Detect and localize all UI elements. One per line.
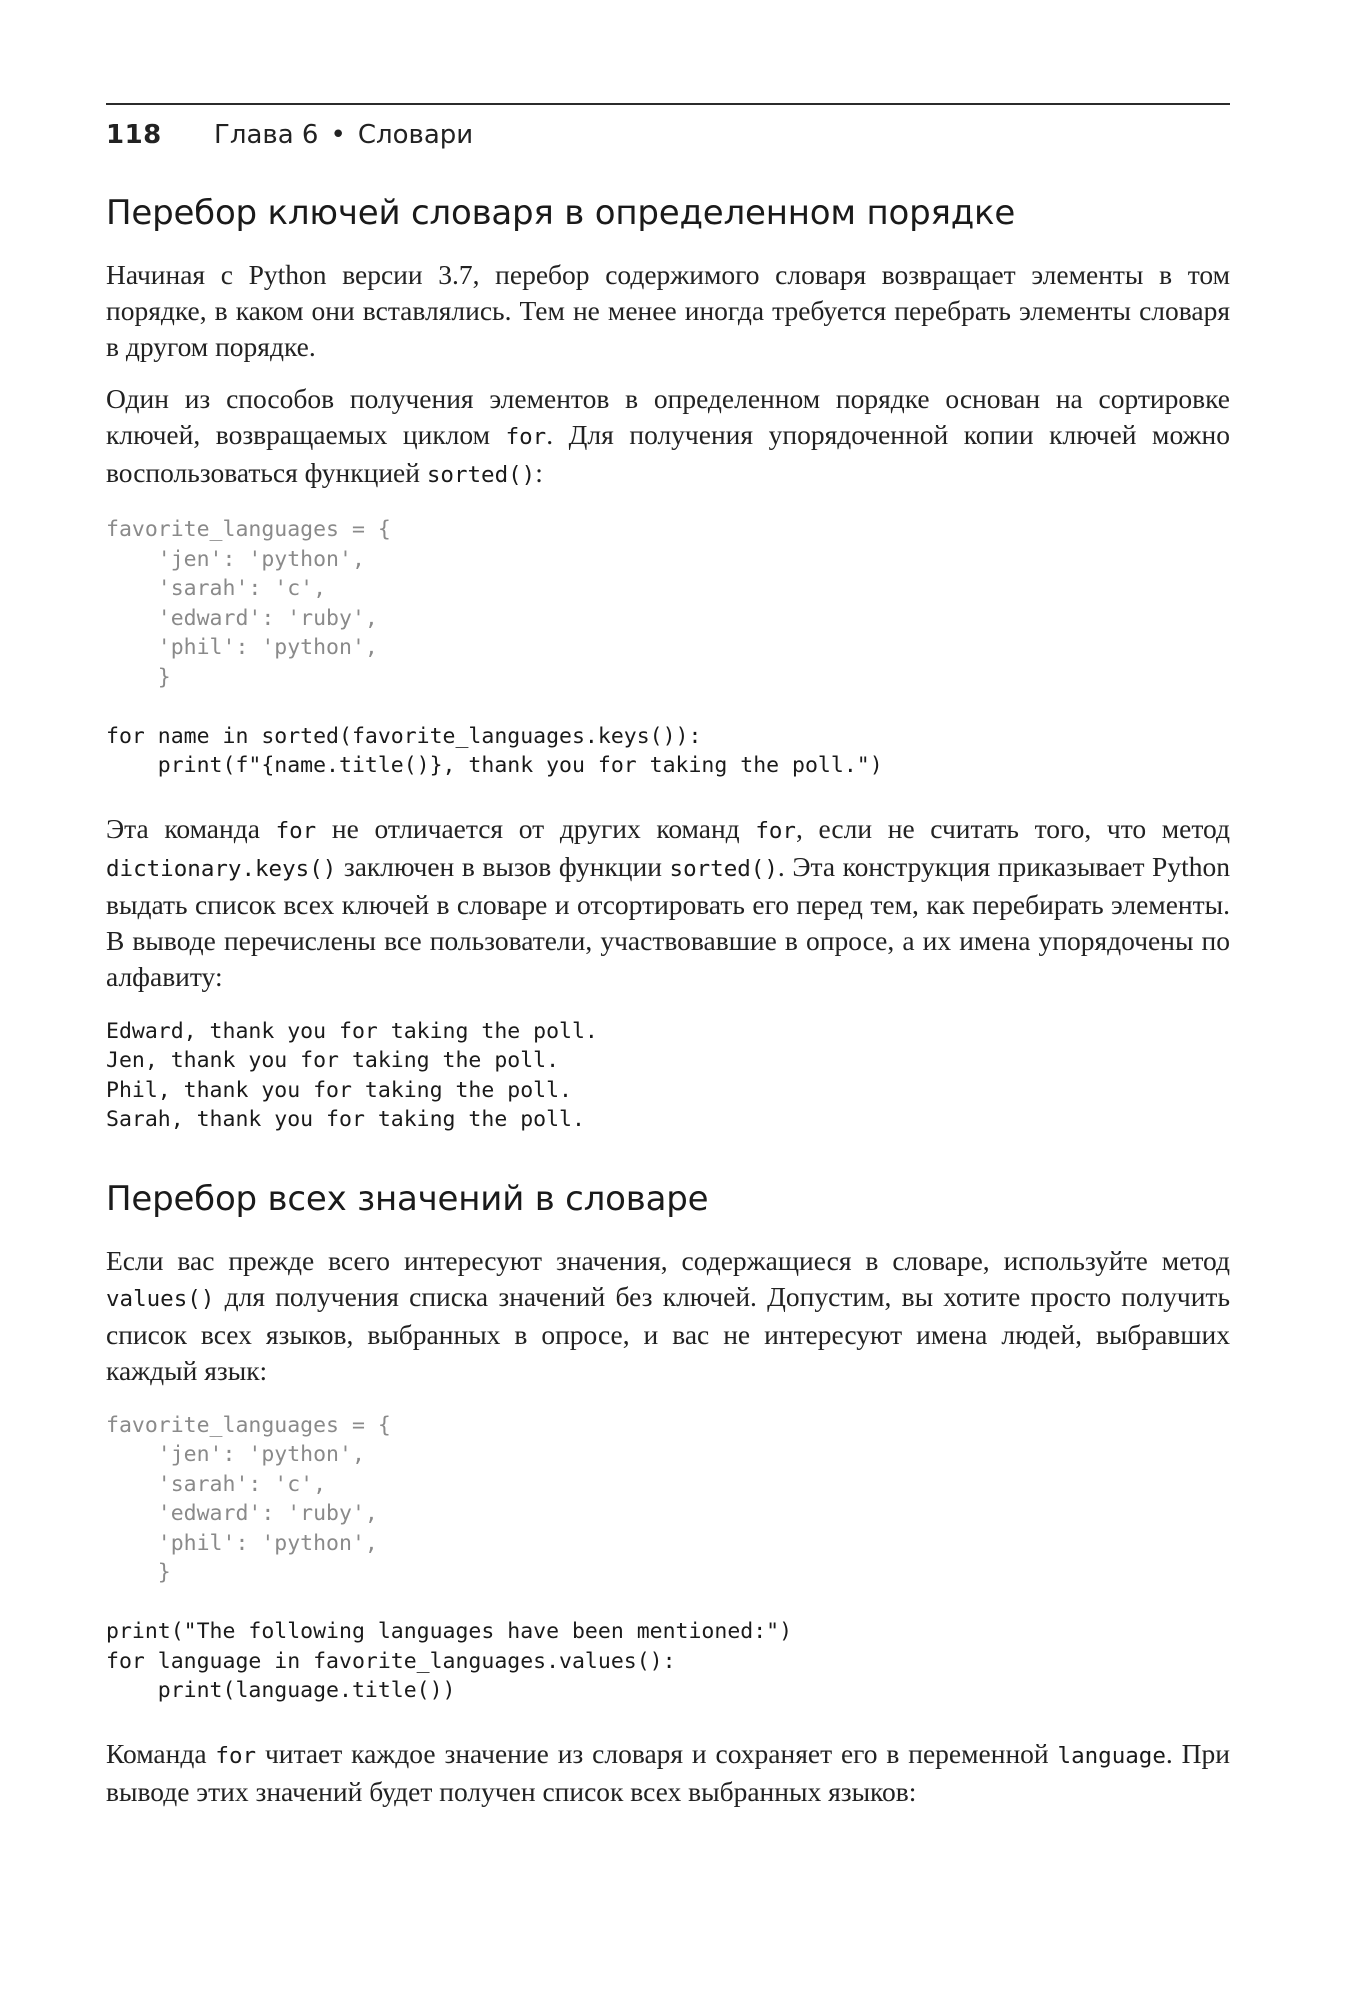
inline-code: sorted() xyxy=(669,855,778,882)
paragraph-values-explanation: Команда for читает каждое значение из словаря и сохраняет его в переменной language. При выводе этих значений будет получен список всех выбранных языков: xyxy=(106,1737,1230,1807)
code-line: } xyxy=(106,664,171,690)
section-label: Словари xyxy=(357,120,474,150)
inline-code: dictionary.keys() xyxy=(106,855,337,882)
code-line: 'edward': 'ruby', xyxy=(106,1501,378,1526)
inline-code: for xyxy=(275,817,317,844)
inline-code: for xyxy=(755,817,796,844)
paragraph-sorting: Один из способов получения элементов в определенном порядке основан на сортировке ключей, возвращаемых циклом for. Для получения упорядоченной копии ключей можно воспользоваться функцией sorted(): xyxy=(106,383,1230,488)
code-line: 'jen': 'python', xyxy=(106,1442,365,1467)
code-line: print(language.title()) xyxy=(106,1678,456,1703)
code-line: 'jen': 'python', xyxy=(106,546,365,572)
running-header xyxy=(106,103,1230,157)
section-heading-values: Перебор всех значений в словаре xyxy=(106,1178,709,1219)
output-line: Jen, thank you for taking the poll. xyxy=(106,1048,560,1073)
code-block-sorted xyxy=(106,515,1230,781)
header-bullet: • xyxy=(330,120,346,150)
chapter-label: Глава 6 xyxy=(214,120,319,150)
paragraph-values: Если вас прежде всего интересуют значения, содержащиеся в словаре, используйте метод values() для получения списка значений без ключей. Допустим, вы хотите просто получить список всех языков, выбранных в опросе, и вас не интересуют имена людей, выбравших каждый язык: xyxy=(106,1244,1230,1386)
code-block-values xyxy=(106,1411,1230,1706)
output-line: Sarah, thank you for taking the poll. xyxy=(106,1107,585,1132)
inline-code: sorted() xyxy=(426,462,536,488)
code-line: favorite_languages = { xyxy=(106,1412,391,1438)
inline-code: language xyxy=(1057,1742,1166,1769)
paragraph-explanation: Эта команда for не отличается от других команд for, если не считать того, что метод dictionary.keys() заключен в вызов функции sorted(). Эта конструкция приказывает Python выдать список всех ключей в словаре и отсортировать его перед тем, как перебирать элементы. В выводе перечислены все пользователи, участвовавшие в опросе, а их имена упорядочены по алфавиту: xyxy=(106,812,1230,992)
inline-code: for xyxy=(505,424,547,450)
code-line: } xyxy=(106,1560,171,1585)
code-line: 'phil': 'python', xyxy=(106,1530,378,1556)
code-line: 'phil': 'python', xyxy=(106,635,378,660)
code-line: favorite_languages = { xyxy=(106,517,391,542)
page-number: 118 xyxy=(106,120,162,150)
output-line: Edward, thank you for taking the poll. xyxy=(106,1018,598,1044)
section-heading-sorted-keys: Перебор ключей словаря в определенном порядке xyxy=(106,193,1016,233)
inline-code: values() xyxy=(106,1285,215,1312)
code-line: 'sarah': 'c', xyxy=(106,576,327,601)
code-line: print("The following languages have been mentioned:") xyxy=(106,1619,793,1644)
output-block xyxy=(106,1017,1230,1135)
code-line: for language in favorite_languages.values(): xyxy=(106,1648,676,1674)
code-line: 'edward': 'ruby', xyxy=(106,605,378,631)
code-line: 'sarah': 'c', xyxy=(106,1471,327,1497)
output-line: Phil, thank you for taking the poll. xyxy=(106,1077,572,1103)
inline-code: for xyxy=(215,1742,257,1769)
code-line: for name in sorted(favorite_languages.keys()): xyxy=(106,723,702,749)
paragraph-intro: Начиная с Python версии 3.7, перебор содержимого словаря возвращает элементы в том порядке, в каком они вставлялись. Тем не менее иногда требуется перебрать элементы словаря в другом порядке. xyxy=(106,259,1230,362)
book-page xyxy=(106,103,1230,1826)
code-line: print(f"{name.title()}, thank you for taking the poll.") xyxy=(106,753,883,778)
